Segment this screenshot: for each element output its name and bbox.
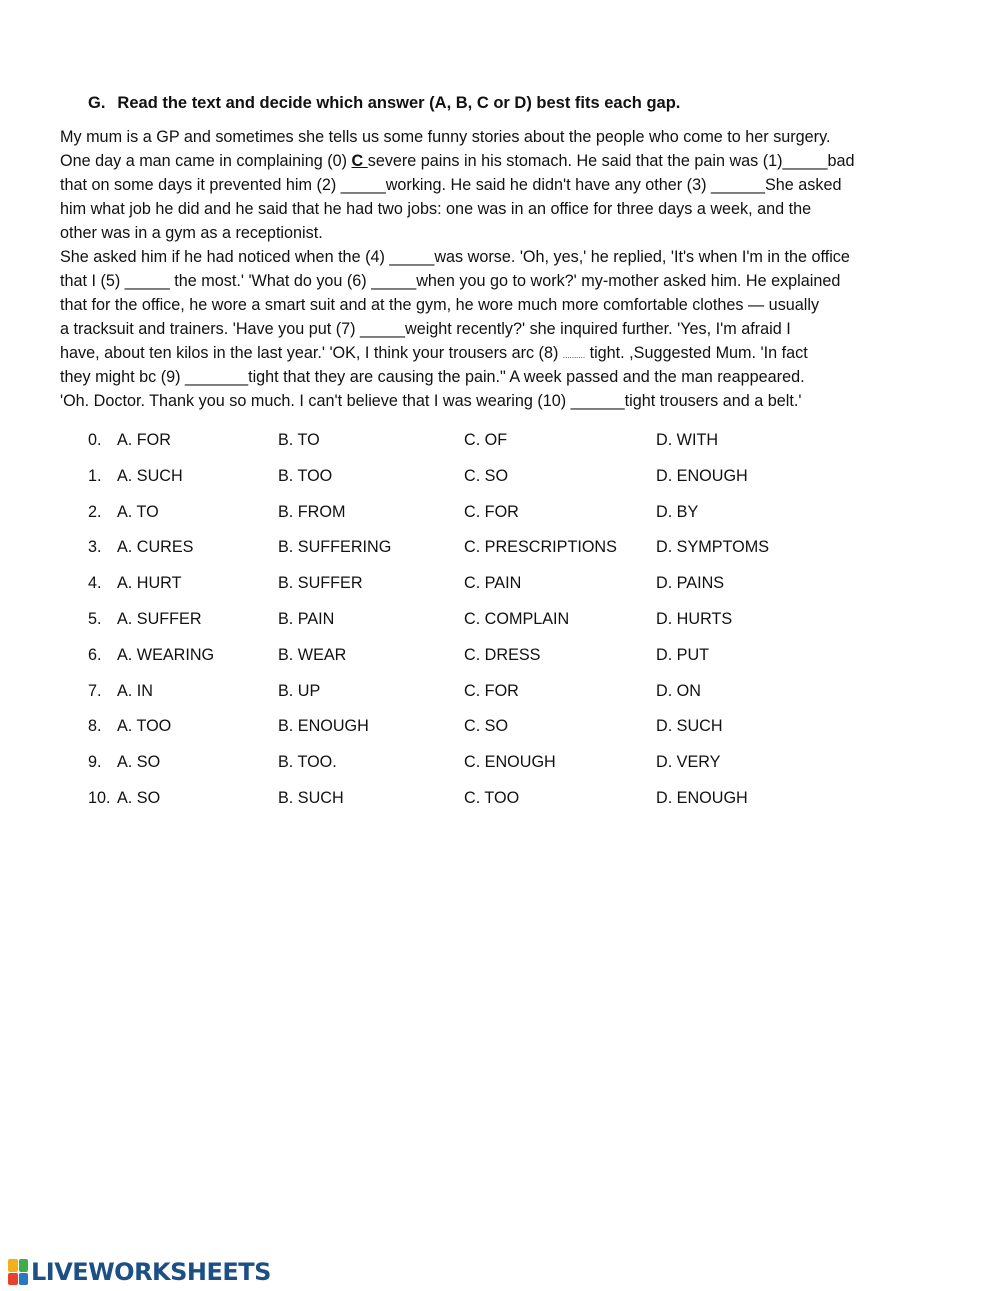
liveworksheets-logo[interactable] — [8, 1258, 271, 1286]
option-b: B. WEAR — [278, 645, 347, 664]
option-c: C. SO — [464, 717, 509, 736]
question-number: 4. — [88, 574, 102, 593]
option-c: C. OF — [464, 431, 508, 449]
option-b: B. SUFFERING — [278, 538, 392, 557]
option-d: D. WITH — [656, 431, 719, 449]
option-b: B. TO — [278, 431, 320, 449]
logo-text: LIVEWORKSHEETS — [31, 1258, 271, 1286]
passage-line: One day a man came in complaining (0) C severe pains in his stomach. He said that the pain was (1)_____bad — [60, 152, 855, 170]
question-number: 0. — [88, 431, 102, 449]
option-a: A. SO — [117, 788, 161, 807]
passage-line: they might bc (9) _______tight that they are causing the pain." A week passed and the man reappeared. — [60, 368, 805, 386]
logo-square-1 — [8, 1259, 18, 1272]
passage-line: that I (5) _____ the most.' 'What do you (6) _____when you go to work?' my-mother asked him. He explained — [60, 272, 841, 290]
passage-line: other was in a gym as a receptionist. — [60, 224, 323, 242]
option-d: D. PAINS — [656, 574, 725, 593]
option-a: A. SO — [117, 753, 161, 772]
option-a: A. TOO — [117, 717, 172, 736]
option-c: C. PAIN — [464, 574, 522, 593]
logo-square-3 — [8, 1273, 18, 1286]
question-number: 10. — [88, 788, 111, 807]
option-row-8 — [88, 709, 848, 745]
passage-line: that on some days it prevented him (2) _____working. He said he didn't have any other (3) ______She asked — [60, 176, 842, 194]
passage-line: My mum is a GP and sometimes she tells us some funny stories about the people who come to her surgery. — [60, 128, 831, 146]
passage-line: a tracksuit and trainers. 'Have you put (7) _____weight recently?' she inquired further. 'Yes, I'm afraid I — [60, 320, 791, 338]
passage-line: have, about ten kilos in the last year.' 'OK, I think your trousers arc (8) .......... tight. ,Suggested Mum. 'In fact — [60, 344, 808, 362]
option-row-3 — [88, 530, 848, 566]
option-a: A. FOR — [117, 431, 171, 449]
option-a: A. TO — [117, 502, 159, 521]
question-number: 2. — [88, 502, 102, 521]
option-b: B. TOO — [278, 466, 333, 485]
option-c: C. PRESCRIPTIONS — [464, 538, 617, 557]
option-b: B. SUCH — [278, 788, 344, 807]
question-number: 5. — [88, 609, 102, 628]
option-a: A. IN — [117, 681, 153, 700]
option-c: C. ENOUGH — [464, 753, 556, 772]
option-a: A. SUFFER — [117, 609, 202, 628]
liveworksheets-logo-icon — [8, 1259, 28, 1285]
option-d: D. ENOUGH — [656, 466, 748, 485]
passage-line: him what job he did and he said that he had two jobs: one was in an office for three days a week, and the — [60, 200, 812, 218]
option-b: B. SUFFER — [278, 574, 363, 593]
option-d: D. BY — [656, 502, 699, 521]
exercise-letter: G. — [88, 94, 106, 112]
passage-line: 'Oh. Doctor. Thank you so much. I can't believe that I was wearing (10) ______tight trousers and a belt.' — [60, 392, 802, 410]
option-c: C. FOR — [464, 502, 519, 521]
question-number: 8. — [88, 717, 102, 736]
option-d: D. PUT — [656, 645, 710, 664]
option-d: D. ENOUGH — [656, 788, 748, 807]
option-d: D. HURTS — [656, 609, 733, 628]
question-number: 1. — [88, 466, 102, 485]
option-b: B. FROM — [278, 502, 346, 521]
question-number: 7. — [88, 681, 102, 700]
exercise-heading — [88, 94, 680, 113]
option-b: B. UP — [278, 681, 321, 700]
exercise-instructions: Read the text and decide which answer (A, B, C or D) best fits each gap. — [117, 94, 681, 112]
passage-line: She asked him if he had noticed when the (4) _____was worse. 'Oh, yes,' he replied, 'It's when I'm in the office — [60, 248, 850, 266]
option-b: B. TOO. — [278, 753, 337, 772]
option-row-7 — [88, 674, 848, 710]
option-row-2 — [88, 495, 848, 531]
option-c: C. TOO — [464, 788, 520, 807]
option-row-6 — [88, 638, 848, 674]
option-row-9 — [88, 745, 848, 781]
option-row-10 — [88, 781, 848, 817]
reading-passage — [60, 125, 960, 413]
option-d: D. SYMPTOMS — [656, 538, 770, 557]
option-c: C. FOR — [464, 681, 519, 700]
example-answer: C — [351, 152, 368, 170]
option-a: A. WEARING — [117, 645, 215, 664]
question-number: 9. — [88, 753, 102, 772]
option-row-4 — [88, 566, 848, 602]
option-a: A. CURES — [117, 538, 194, 557]
option-a: A. SUCH — [117, 466, 183, 485]
option-row-1 — [88, 459, 848, 495]
option-d: D. VERY — [656, 753, 721, 772]
option-b: B. ENOUGH — [278, 717, 369, 736]
gap-dots: .......... — [562, 351, 586, 360]
passage-line: that for the office, he wore a smart suit and at the gym, he wore much more comfortable clothes — usually — [60, 296, 820, 314]
option-d: D. SUCH — [656, 717, 723, 736]
option-row-5 — [88, 602, 848, 638]
question-number: 3. — [88, 538, 102, 557]
option-b: B. PAIN — [278, 609, 335, 628]
option-c: C. COMPLAIN — [464, 609, 570, 628]
answer-options-list — [88, 423, 848, 817]
option-row-0 — [88, 423, 848, 459]
logo-square-4 — [19, 1273, 29, 1286]
question-number: 6. — [88, 645, 102, 664]
logo-square-2 — [19, 1259, 29, 1272]
option-a: A. HURT — [117, 574, 182, 593]
option-c: C. SO — [464, 466, 509, 485]
option-c: C. DRESS — [464, 645, 541, 664]
option-d: D. ON — [656, 681, 701, 700]
